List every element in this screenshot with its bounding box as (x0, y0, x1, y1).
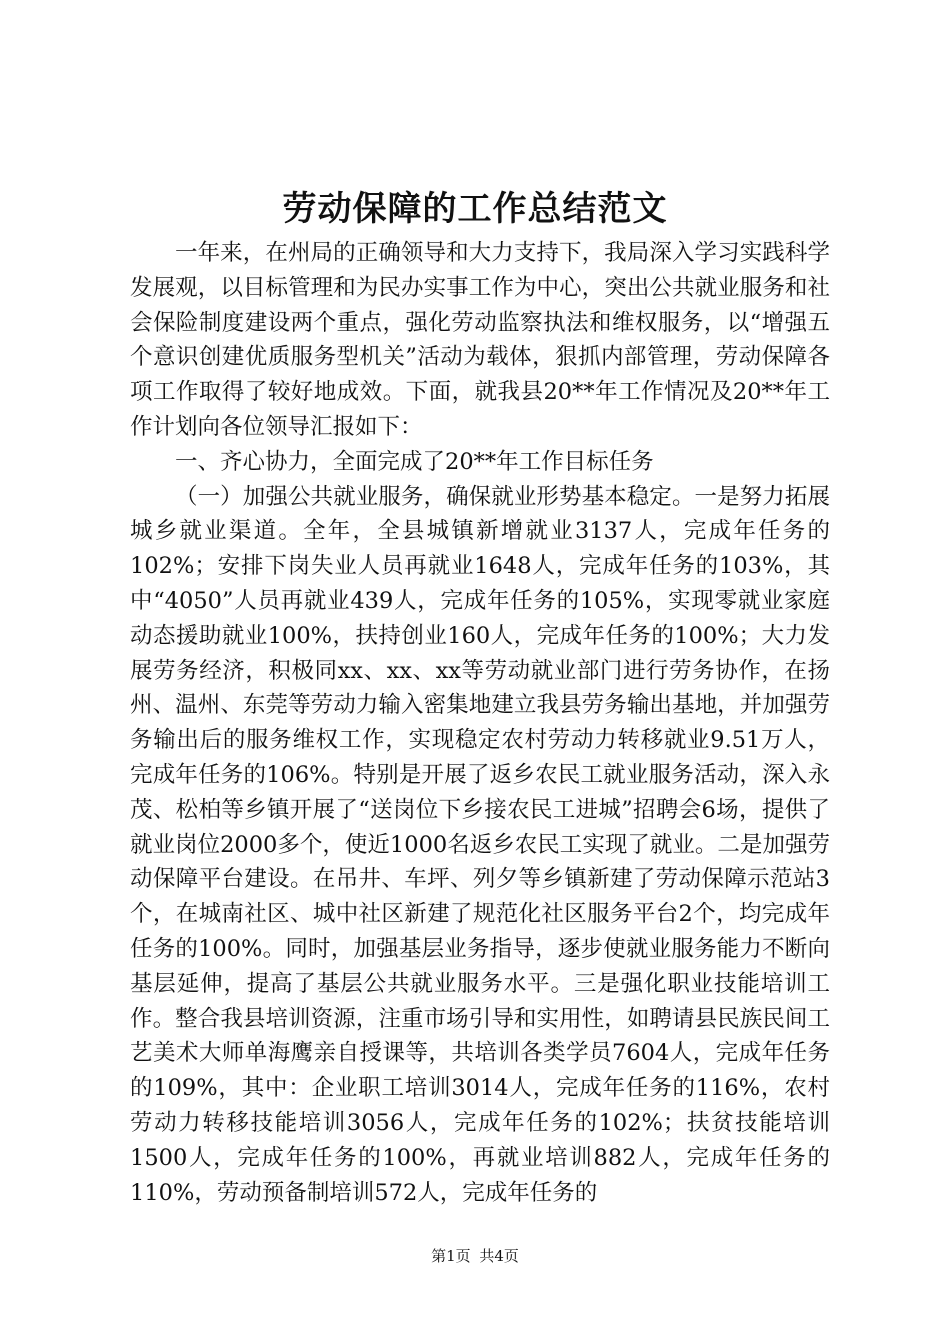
document-title: 劳动保障的工作总结范文 (282, 189, 668, 229)
section-heading: 一、齐心协力，全面完成了20**年工作目标任务 (175, 448, 654, 475)
paragraph-employment: （一）加强公共就业服务，确保就业形势基本稳定。一是努力拓展城乡就业渠道。全年，全县城镇新增就业3137人，完成年任务的102%；安排下岗失业人员再就业1648人，完成年任务的103%，其中“4050”人员再就业439人，完成年任务的105%，实现零就业家庭动态援助就业100%，扶持创业160人，完成年任务的100%；大力发展劳务经济，积极同xx、xx、xx等劳动就业部门进行劳务协作，在扬州、温州、东莞等劳动力输入密集地建立我县劳务输出基地，并加强劳务输出后的服务维权工作，实现稳定农村劳动力转移就业9.51万人，完成年任务的106%。特别是开展了返乡农民工就业服务活动，深入永茂、松柏等乡镇开展了“送岗位下乡接农民工进城”招聘会6场，提供了就业岗位2000多个，使近1000名返乡农民工实现了就业。二是加强劳动保障平台建设。在吊井、车坪、列夕等乡镇新建了劳动保障示范站3个，在城南社区、城中社区新建了规范化社区服务平台2个，均完成年任务的100%。同时，加强基层业务指导，逐步使就业服务能力不断向基层延伸，提高了基层公共就业服务水平。三是强化职业技能培训工作。整合我县培训资源，注重市场引导和实用性，如聘请县民族民间工艺美术大师单海鹰亲自授课等，共培训各类学员7604人，完成年任务的109%，其中：企业职工培训3014人，完成年任务的116%，农村劳动力转移技能培训3056人，完成年任务的102%；扶贫技能培训1500人，完成年任务的100%，再就业培训882人，完成年任务的110%，劳动预备制培训572人，完成年任务的 (130, 483, 830, 1206)
page-number-current: 第1页 (431, 1247, 471, 1265)
paragraph-intro: 一年来，在州局的正确领导和大力支持下，我局深入学习实践科学发展观，以目标管理和为民办实事工作为中心，突出公共就业服务和社会保险制度建设两个重点，强化劳动监察执法和维权服务，以“增强五个意识创建优质服务型机关”活动为载体，狠抓内部管理，劳动保障各项工作取得了较好地成效。下面，就我县20**年工作情况及20**年工作计划向各位领导汇报如下： (130, 240, 830, 440)
page-footer (0, 1245, 950, 1267)
page-number-total: 共4页 (479, 1247, 519, 1265)
document-body (130, 236, 830, 1210)
